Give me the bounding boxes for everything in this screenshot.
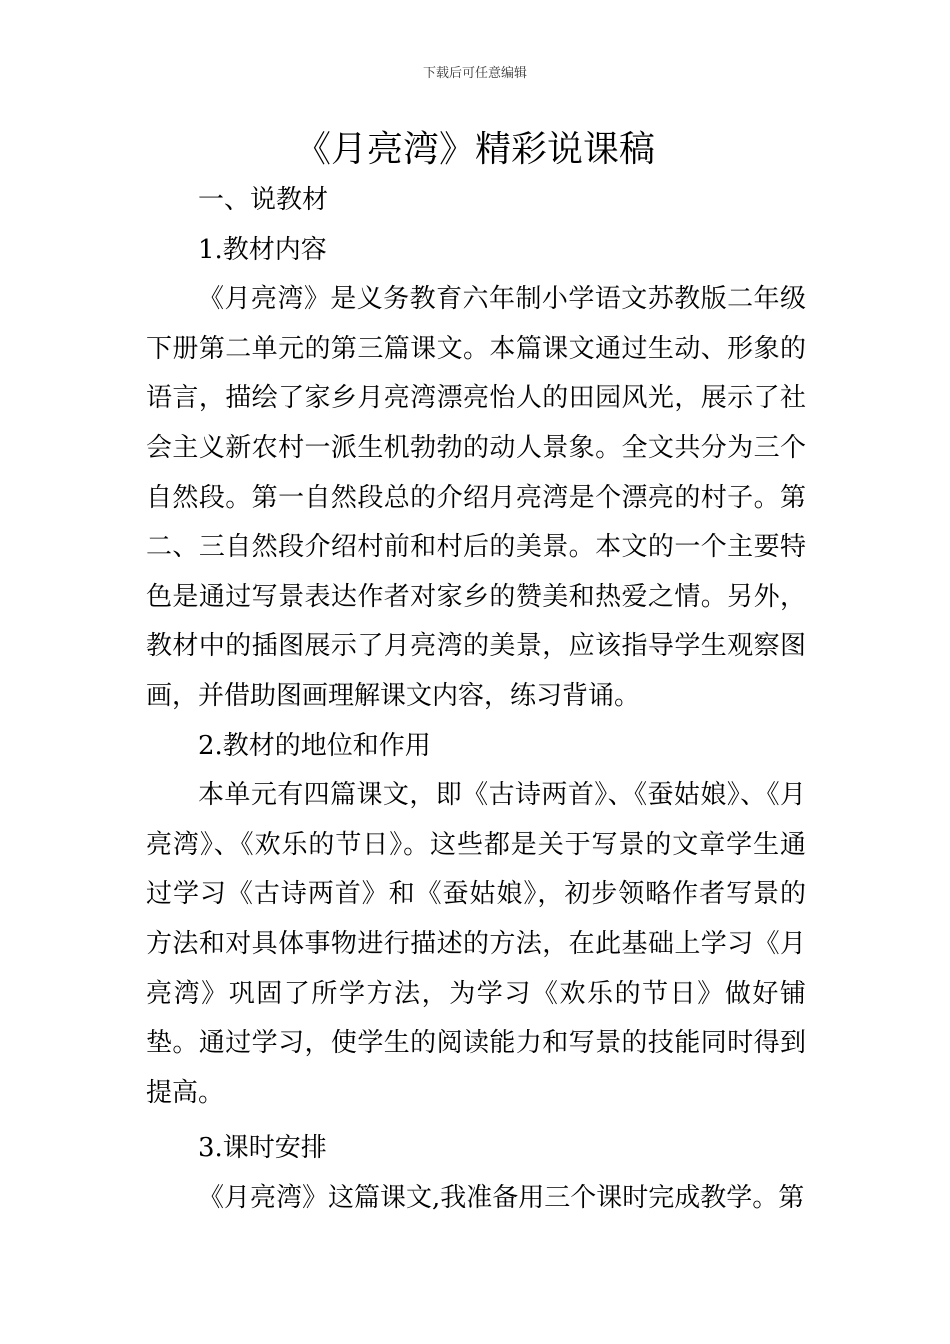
subsection-heading-1-3: 3.课时安排: [198, 1133, 327, 1164]
paragraph-teaching-content: 《月亮湾》是义务教育六年制小学语文苏教版二年级下册第二单元的第三篇课文。本篇课文通过生动、形象的语言，描绘了家乡月亮湾漂亮怡人的田园风光，展示了社会主义新农村一派生机勃勃的动人景象。全文共分为三个自然段。第一自然段总的介绍月亮湾是个漂亮的村子。第二、三自然段介绍村前和村后的美景。本文的一个主要特色是通过写景表达作者对家乡的赞美和热爱之情。另外，教材中的插图展示了月亮湾的美景，应该指导学生观察图画，并借助图画理解课文内容，练习背诵。: [146, 284, 806, 711]
document-body: [146, 176, 806, 1223]
paragraph-schedule: 《月亮湾》这篇课文,我准备用三个课时完成教学。第: [198, 1182, 805, 1213]
paragraph-unit-role: 本单元有四篇课文，即《古诗两首》、《蚕姑娘》、《月亮湾》、《欢乐的节日》。这些都是关于写景的文章学生通过学习《古诗两首》和《蚕姑娘》，初步领略作者写景的方法和对具体事物进行描述的方法，在此基础上学习《月亮湾》巩固了所学方法，为学习《欢乐的节日》做好铺垫。通过学习，使学生的阅读能力和写景的技能同时得到提高。: [146, 780, 806, 1108]
subsection-heading-1-1: 1.教材内容: [198, 234, 327, 265]
document-title: 《月亮湾》精彩说课稿: [294, 129, 655, 170]
header-note: 下载后可任意编辑: [422, 66, 527, 81]
section-heading-1: 一、说教材: [198, 185, 329, 215]
subsection-heading-1-2: 2.教材的地位和作用: [198, 730, 431, 761]
